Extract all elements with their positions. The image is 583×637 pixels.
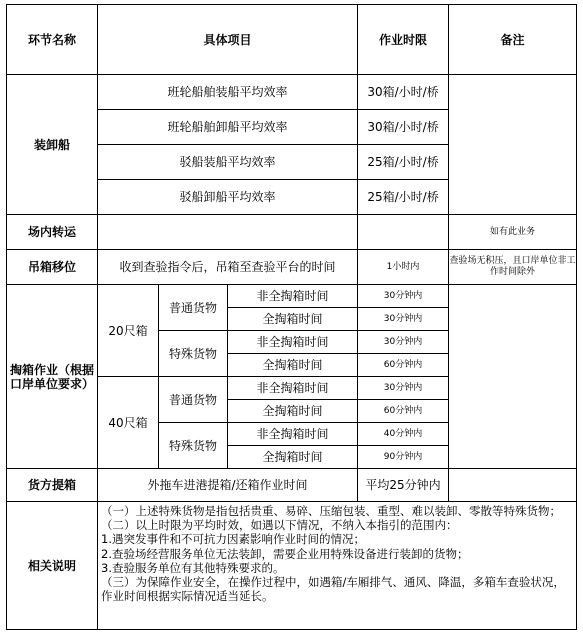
loading-time: 25箱/小时/桥 xyxy=(358,145,449,180)
stage-crane-shift: 吊箱移位 xyxy=(7,250,98,285)
note-line: 1.遇突发事件和不可抗力因素影响作业时间的情况； xyxy=(101,532,365,547)
unpacking-mode: 非全掏箱时间 xyxy=(228,423,358,446)
note-line: （三）为保障作业安全，在操作过程中，如遇箱/车厢排气、通风、降温，多箱车查验状况，作业时间根据实际情况适当延长。 xyxy=(101,575,565,604)
stage-notes: 相关说明 xyxy=(7,502,98,630)
unpacking-mode: 非全掏箱时间 xyxy=(228,285,358,308)
loading-time: 30箱/小时/桥 xyxy=(358,75,449,110)
header-specific-item: 具体项目 xyxy=(98,5,358,75)
unpacking-time: 30分钟内 xyxy=(358,285,449,308)
unpacking-time: 30分钟内 xyxy=(358,308,449,331)
unpacking-time: 40分钟内 xyxy=(358,423,449,446)
note-line: 2.查验场经营服务单位无法装卸，需要企业用特殊设备进行装卸的货物； xyxy=(101,546,469,561)
loading-item: 驳船装船平均效率 xyxy=(98,145,358,180)
cargo-type: 特殊货物 xyxy=(159,423,228,469)
header-stage-name: 环节名称 xyxy=(7,5,98,75)
note-line: （二）以上时限为平均时效，如遇以下情况，不纳入本指引的范围内： xyxy=(101,518,458,533)
yard-transfer-remarks: 如有此业务 xyxy=(449,215,577,250)
stage-loading: 装卸船 xyxy=(7,75,98,215)
unpacking-mode: 全掏箱时间 xyxy=(228,354,358,377)
header-remarks: 备注 xyxy=(449,5,577,75)
notes-content xyxy=(98,502,577,630)
pickup-time: 平均25分钟内 xyxy=(358,469,449,502)
yard-transfer-time xyxy=(358,215,449,250)
unpacking-mode: 全掏箱时间 xyxy=(228,446,358,469)
container-size-20ft: 20尺箱 xyxy=(98,285,159,377)
note-line: （一）上述特殊货物是指包括贵重、易碎、压缩包装、重型、难以装卸、零散等特殊货物； xyxy=(101,504,561,518)
unpacking-time: 90分钟内 xyxy=(358,446,449,469)
table-row xyxy=(7,250,577,285)
unpacking-time: 30分钟内 xyxy=(358,377,449,400)
loading-item: 班轮船舶卸船平均效率 xyxy=(98,110,358,145)
header-time-limit: 作业时限 xyxy=(358,5,449,75)
unpacking-mode: 全掏箱时间 xyxy=(228,400,358,423)
pickup-remarks xyxy=(449,469,577,502)
loading-time: 25箱/小时/桥 xyxy=(358,180,449,215)
unpacking-time: 30分钟内 xyxy=(358,331,449,354)
stage-unpacking: 掏箱作业（根据口岸单位要求） xyxy=(7,285,98,469)
table-row xyxy=(7,215,577,250)
table-row xyxy=(7,75,577,110)
stage-pickup: 货方提箱 xyxy=(7,469,98,502)
unpacking-mode: 全掏箱时间 xyxy=(228,308,358,331)
unpacking-mode: 非全掏箱时间 xyxy=(228,331,358,354)
header-row xyxy=(7,5,577,75)
table-row xyxy=(7,469,577,502)
loading-item: 驳船卸船平均效率 xyxy=(98,180,358,215)
stage-yard-transfer: 场内转运 xyxy=(7,215,98,250)
table-row xyxy=(7,502,577,630)
loading-time: 30箱/小时/桥 xyxy=(358,110,449,145)
unpacking-time: 60分钟内 xyxy=(358,354,449,377)
loading-item: 班轮船舶装船平均效率 xyxy=(98,75,358,110)
unpacking-time: 60分钟内 xyxy=(358,400,449,423)
note-line: 3.查验服务单位有其他特殊要求的。 xyxy=(101,560,285,575)
crane-shift-time: 1小时内 xyxy=(358,250,449,285)
container-size-40ft: 40尺箱 xyxy=(98,377,159,469)
cargo-type: 普通货物 xyxy=(159,377,228,423)
unpacking-mode: 非全掏箱时间 xyxy=(228,377,358,400)
operation-time-table xyxy=(6,4,577,630)
yard-transfer-item xyxy=(98,215,358,250)
crane-shift-item: 收到查验指令后，吊箱至查验平台的时间 xyxy=(98,250,358,285)
loading-remarks xyxy=(449,75,577,215)
cargo-type: 普通货物 xyxy=(159,285,228,331)
pickup-item: 外拖车进港提箱/还箱作业时间 xyxy=(98,469,358,502)
table-row xyxy=(7,285,577,308)
cargo-type: 特殊货物 xyxy=(159,331,228,377)
unpacking-remarks xyxy=(449,285,577,469)
crane-shift-remarks: 查验场无积压，且口岸单位非工作时间除外 xyxy=(449,250,577,285)
